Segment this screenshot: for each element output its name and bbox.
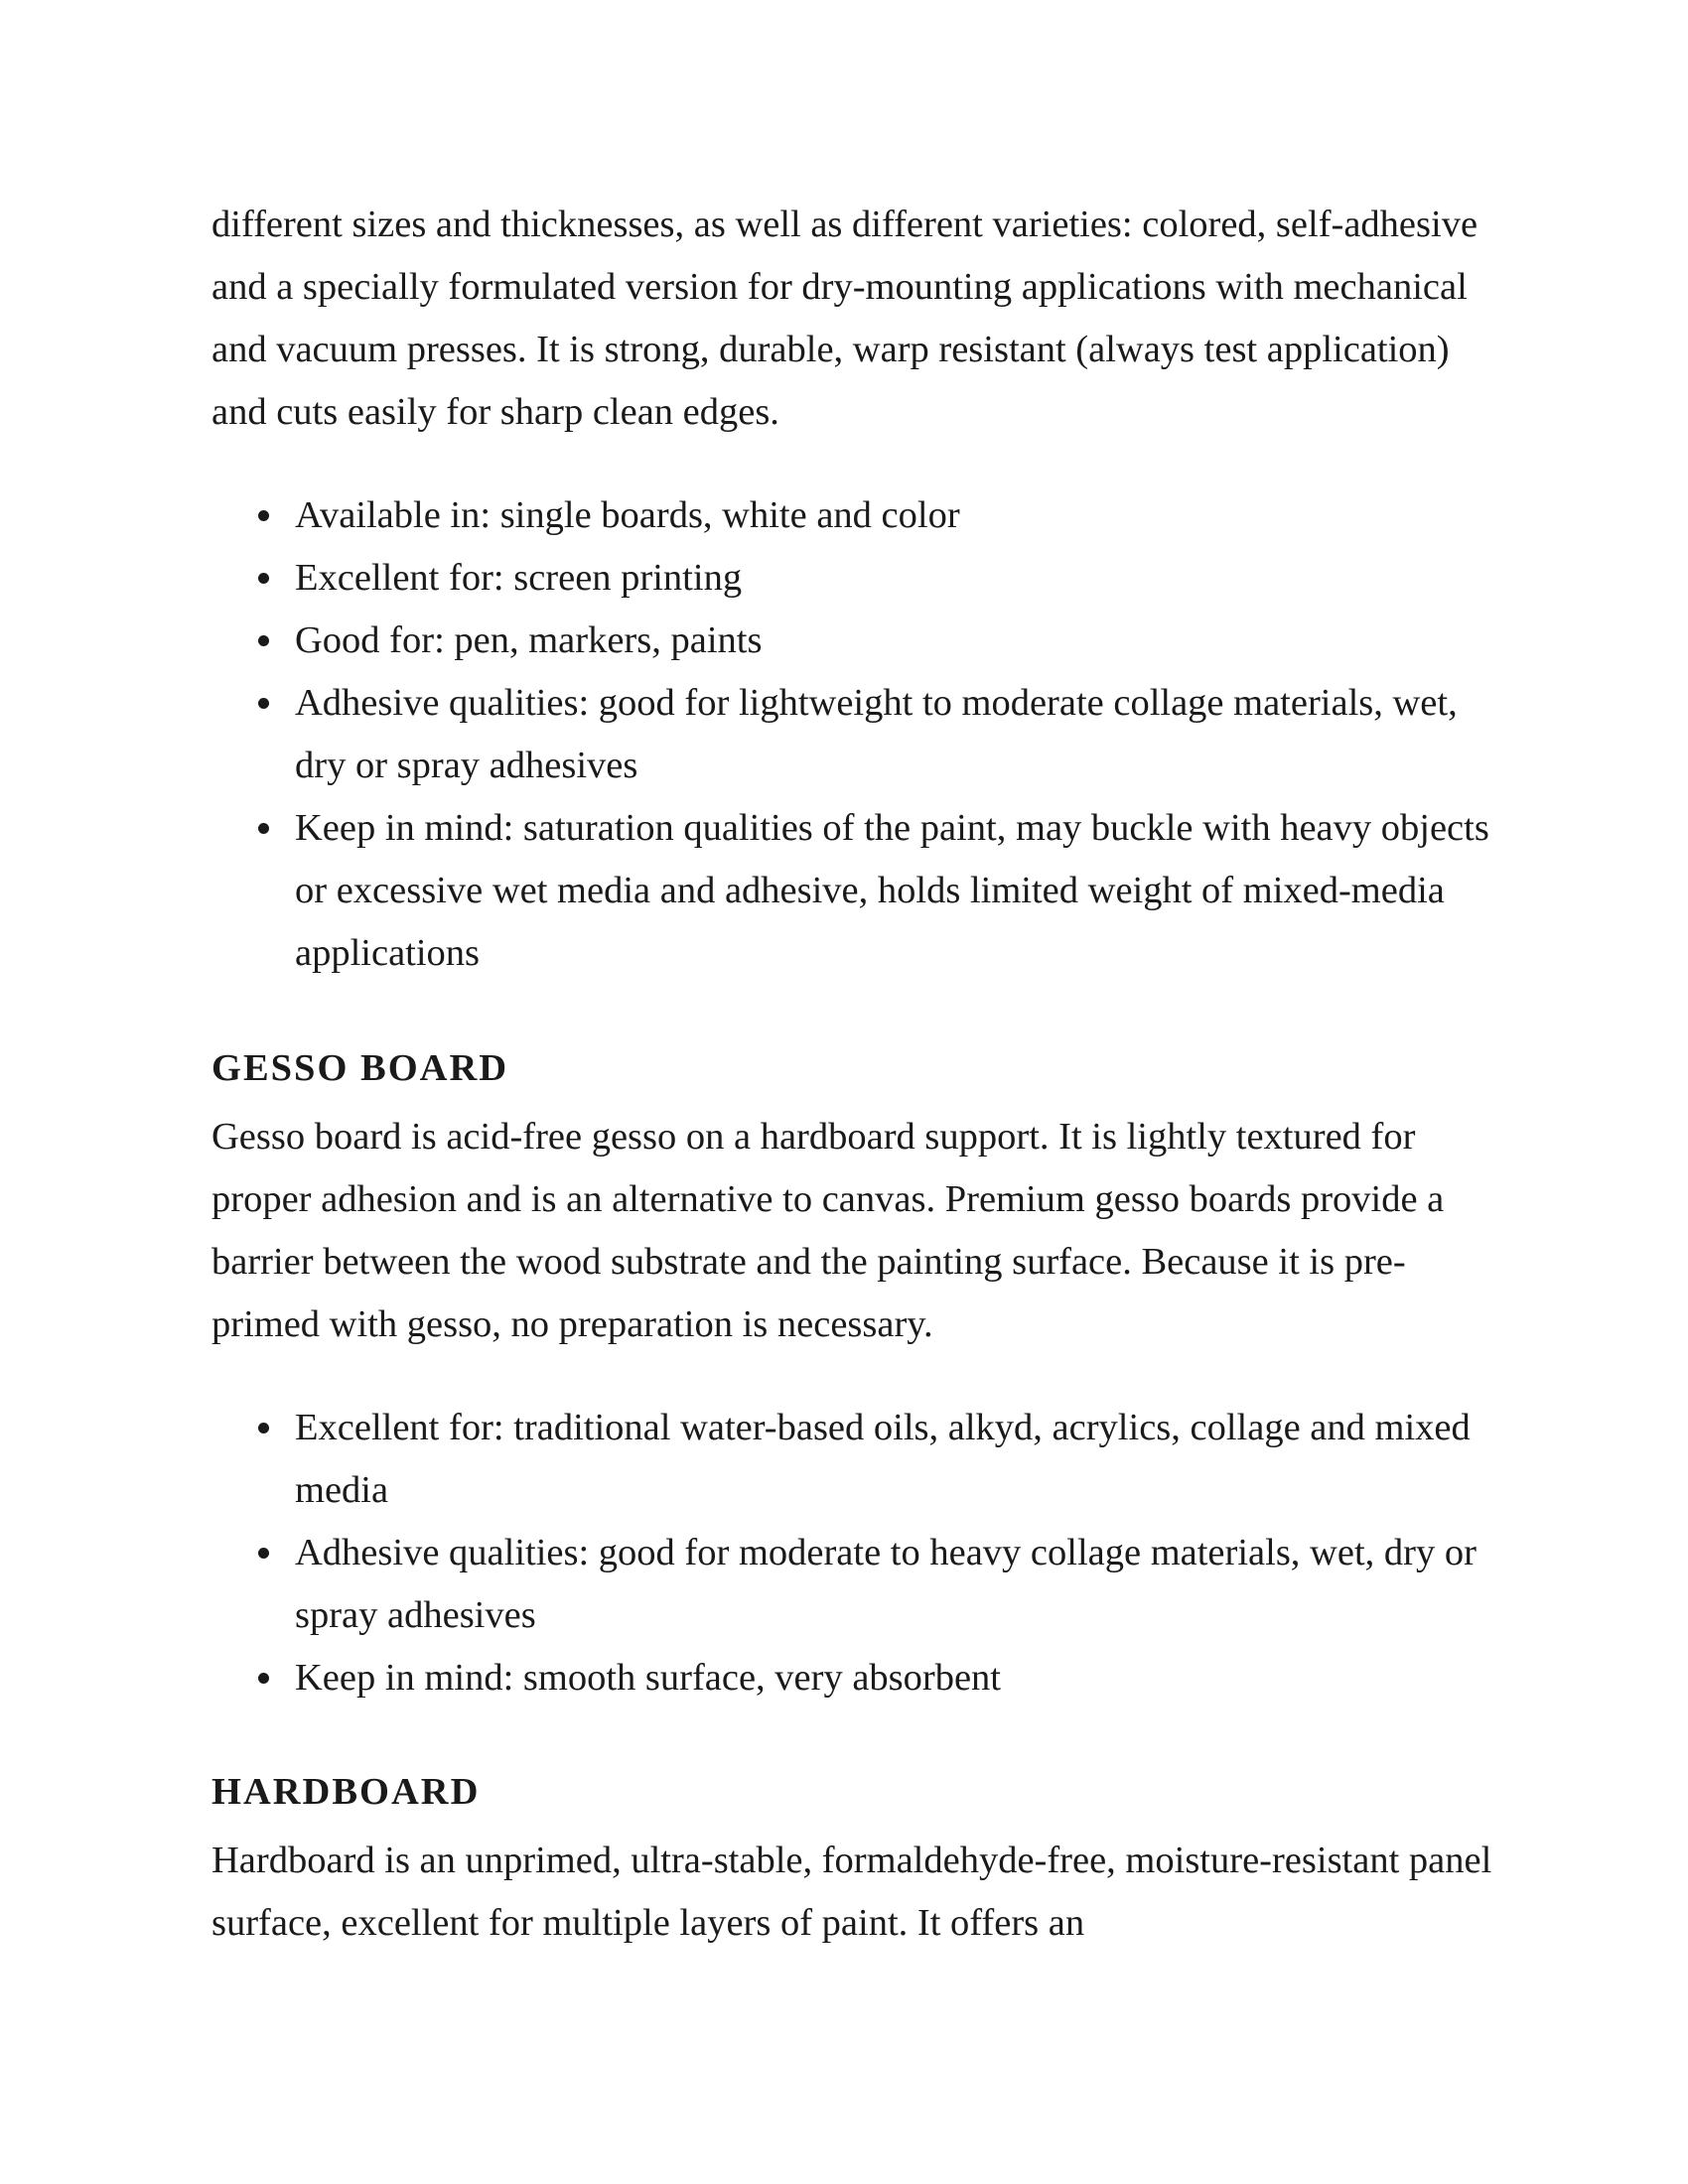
list-item (295, 1647, 1492, 1709)
list-item-text: Available in: single boards, white and color (295, 494, 960, 536)
bullet-icon (258, 823, 269, 834)
list-item (295, 547, 1492, 610)
list-item-text: Excellent for: screen printing (295, 557, 743, 599)
list-item (295, 797, 1492, 985)
hardboard-paragraph: Hardboard is an unprimed, ultra-stable, formaldehyde-free, moisture-resistant panel surface, excellent for multiple layers of paint. It offers an (211, 1840, 1492, 1944)
bullet-icon (258, 635, 269, 646)
intro-paragraph: different sizes and thicknesses, as well as different varieties: colored, self-adhesive and a specially formulated version for dry-mounting applications with mechanical and vacuum presses. It is strong, durable, warp resistant (always test application) and cuts easily for sharp clean edges. (211, 204, 1478, 433)
list-item-text: Adhesive qualities: good for moderate to heavy collage materials, wet, dry or spray adhesives (295, 1532, 1477, 1636)
bullet-icon (258, 510, 269, 521)
hardboard-heading: HARDBOARD (211, 1771, 481, 1813)
list-item (295, 672, 1492, 797)
bullet-icon (258, 1548, 269, 1559)
list-item-text: Excellent for: traditional water-based oils, alkyd, acrylics, collage and mixed media (295, 1407, 1471, 1511)
bullet-icon (258, 573, 269, 584)
list-item (295, 610, 1492, 672)
intro-bullet-list (211, 484, 1492, 985)
bullet-icon (258, 1423, 269, 1433)
list-item-text: Adhesive qualities: good for lightweight to moderate collage materials, wet, dry or spray adhesives (295, 682, 1458, 786)
list-item (295, 484, 1492, 547)
gesso-board-heading: GESSO BOARD (211, 1047, 509, 1089)
list-item-text: Keep in mind: smooth surface, very absorbent (295, 1657, 1001, 1699)
list-item (295, 1397, 1492, 1522)
bullet-icon (258, 1673, 269, 1684)
list-item (295, 1522, 1492, 1647)
gesso-board-paragraph: Gesso board is acid-free gesso on a hardboard support. It is lightly textured for proper adhesion and is an alternative to canvas. Premium gesso boards provide a barrier between the wood substrate and the painting surface. Because it is pre-primed with gesso, no preparation is necessary. (211, 1116, 1445, 1345)
document-page (211, 194, 1492, 1955)
bullet-icon (258, 698, 269, 709)
gesso-bullet-list (211, 1397, 1492, 1709)
list-item-text: Keep in mind: saturation qualities of the paint, may buckle with heavy objects or excessive wet media and adhesive, holds limited weight of mixed-media applications (295, 807, 1489, 974)
list-item-text: Good for: pen, markers, paints (295, 619, 763, 661)
